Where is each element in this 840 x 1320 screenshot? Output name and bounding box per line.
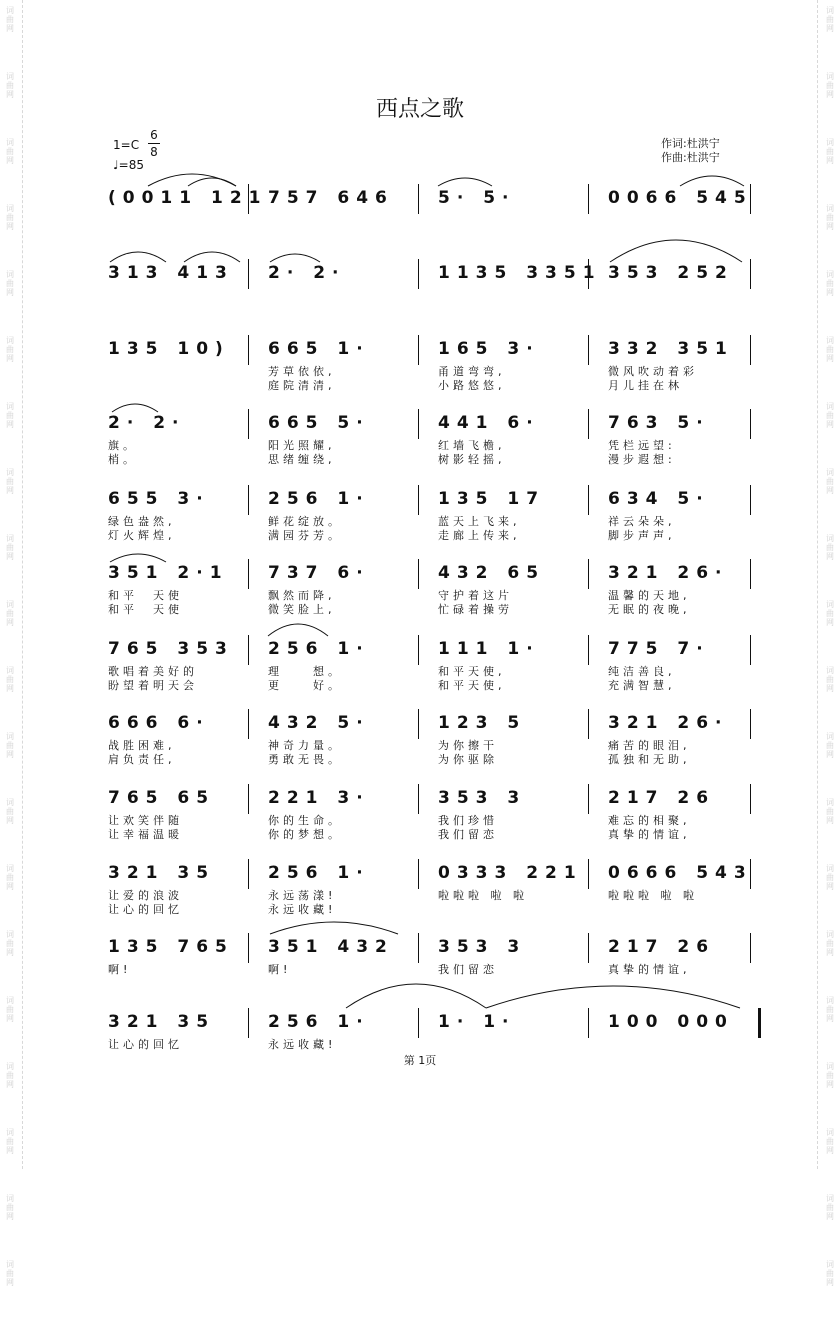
watermark-text: 词 曲 网 xyxy=(826,534,834,561)
measure-notes: 321 35 xyxy=(108,863,216,883)
lyric-verse-1: 啦啦啦 啦 啦 xyxy=(608,889,698,902)
measure-notes: 757 646 xyxy=(268,188,394,208)
watermark-text: 词 曲 网 xyxy=(826,336,834,363)
song-title: 西点之歌 xyxy=(375,97,464,122)
measure-notes: 775 7· xyxy=(608,639,710,659)
watermark-text: 词 曲 网 xyxy=(6,72,14,99)
key-signature: 1=C xyxy=(113,138,140,152)
slur xyxy=(610,240,742,262)
measure-notes: 353 3 xyxy=(438,937,527,957)
watermark-text: 词 曲 网 xyxy=(6,534,14,561)
lyric-verse-1: 阳光照耀, xyxy=(268,439,336,452)
lyric-verse-2: 让心的回忆 xyxy=(108,903,183,916)
measure-notes: 135 17 xyxy=(438,489,546,509)
measure-notes: 665 1· xyxy=(268,339,370,359)
watermark-text: 词 曲 网 xyxy=(826,6,834,33)
watermark-text: 词 曲 网 xyxy=(826,666,834,693)
watermark-text: 词 曲 网 xyxy=(6,1260,14,1287)
lyric-verse-1: 痛苦的眼泪, xyxy=(608,739,691,752)
watermark-text: 词 曲 网 xyxy=(826,798,834,825)
watermark-text: 词 曲 网 xyxy=(6,1062,14,1089)
lyric-verse-1: 红墙飞檐, xyxy=(438,439,506,452)
measure-notes: 765 353 xyxy=(108,639,234,659)
lyric-verse-2: 无眠的夜晚, xyxy=(608,603,691,616)
lyric-verse-1: 鲜花绽放。 xyxy=(268,515,343,528)
watermark-text: 词 曲 网 xyxy=(826,864,834,891)
lyric-verse-1: 旗。 xyxy=(108,439,138,452)
measure-notes: 634 5· xyxy=(608,489,710,509)
slur xyxy=(188,178,236,186)
slur xyxy=(346,984,486,1008)
lyric-verse-2: 永远收藏! xyxy=(268,903,337,916)
measure-notes: 0666 543 xyxy=(608,863,753,883)
lyric-verse-1: 你的生命。 xyxy=(268,814,343,827)
lyric-verse-1: 微风吹动着彩 xyxy=(608,365,698,378)
lyric-verse-1: 温馨的天地, xyxy=(608,589,691,602)
lyric-verse-2: 思绪缠绕, xyxy=(268,453,336,466)
watermark-text: 词 曲 网 xyxy=(6,996,14,1023)
lyric-verse-1: 啦啦啦 啦 啦 xyxy=(438,889,528,902)
lyric-verse-1: 永远荡漾! xyxy=(268,889,337,902)
measure-notes: 321 26· xyxy=(608,563,729,583)
measure-notes: 135 765 xyxy=(108,937,234,957)
measure-notes: 353 252 xyxy=(608,263,734,283)
watermark-text: 词 曲 网 xyxy=(826,1194,834,1221)
measure-notes: 0066 545 xyxy=(608,188,753,208)
lyric-verse-2: 小路悠悠, xyxy=(438,379,506,392)
lyric-verse-1: 芳草依依, xyxy=(268,365,336,378)
measure-notes: 256 1· xyxy=(268,489,370,509)
watermark-text: 词 曲 网 xyxy=(6,204,14,231)
measure-notes: 256 1· xyxy=(268,639,370,659)
slur xyxy=(268,624,328,636)
measure-notes: 123 5 xyxy=(438,713,527,733)
watermark-text: 词 曲 网 xyxy=(6,798,14,825)
slur xyxy=(270,922,398,934)
meter-top: 6 xyxy=(150,128,158,142)
measure-notes: 353 3 xyxy=(438,788,527,808)
lyric-verse-2: 灯火辉煌, xyxy=(108,529,176,542)
watermark-text: 词 曲 网 xyxy=(6,732,14,759)
measure-notes: 313 413 xyxy=(108,263,234,283)
lyric-verse-1: 凭栏远望: xyxy=(608,439,676,452)
lyric-verse-1: 真挚的情谊, xyxy=(608,963,691,976)
measure-notes: 432 65 xyxy=(438,563,546,583)
lyric-verse-1: 祥云朵朵, xyxy=(608,515,676,528)
lyric-verse-2: 月儿挂在林 xyxy=(608,379,683,392)
lyric-verse-1: 我们珍惜 xyxy=(438,814,498,827)
watermark-text: 词 曲 网 xyxy=(6,138,14,165)
watermark-text: 词 曲 网 xyxy=(826,1128,834,1155)
watermark-text: 词 曲 网 xyxy=(6,1128,14,1155)
lyric-verse-2: 我们留恋 xyxy=(438,828,498,841)
lyric-verse-1: 啊! xyxy=(268,963,292,976)
measure-notes: 0333 221 xyxy=(438,863,583,883)
watermark-text: 词 曲 网 xyxy=(826,930,834,957)
slur xyxy=(270,254,320,262)
measure-notes: 1135 3351 xyxy=(438,263,602,283)
lyric-verse-2: 脚步声声, xyxy=(608,529,676,542)
lyric-verse-2: 勇敢无畏。 xyxy=(268,753,343,766)
lyric-verse-1: 让欢笑伴随 xyxy=(108,814,183,827)
measure-notes: 321 35 xyxy=(108,1012,216,1032)
lyric-verse-2: 微笑脸上, xyxy=(268,603,336,616)
lyric-verse-2: 孤独和无助, xyxy=(608,753,691,766)
lyric-verse-2: 和平天使, xyxy=(438,679,506,692)
lyric-verse-2: 让幸福温暖 xyxy=(108,828,183,841)
lyric-verse-2: 盼望着明天会 xyxy=(108,679,198,692)
lyric-verse-1: 让爱的浪波 xyxy=(108,889,183,902)
watermark-text: 词 曲 网 xyxy=(6,1194,14,1221)
measure-notes: 135 10) xyxy=(108,339,230,359)
lyric-verse-1: 神奇力量。 xyxy=(268,739,343,752)
slur xyxy=(110,554,166,562)
measure-notes: 1· 1· xyxy=(438,1012,516,1032)
lyric-verse-1: 绿色盎然, xyxy=(108,515,176,528)
measure-notes: 165 3· xyxy=(438,339,540,359)
lyric-verse-1: 啊! xyxy=(108,963,132,976)
lyric-verse-1: 为你擦干 xyxy=(438,739,498,752)
measure-notes: 111 1· xyxy=(438,639,540,659)
lyric-verse-2: 树影轻摇, xyxy=(438,453,506,466)
measure-notes: 763 5· xyxy=(608,413,710,433)
lyric-verse-2: 你的梦想。 xyxy=(268,828,343,841)
slur xyxy=(486,986,740,1008)
measure-notes: 217 26 xyxy=(608,937,716,957)
composer: 作曲:杜洪宁 xyxy=(661,151,720,164)
measure-notes: 655 3· xyxy=(108,489,210,509)
lyric-verse-1: 永远收藏! xyxy=(268,1038,337,1051)
measure-notes: 332 351 xyxy=(608,339,734,359)
measure-notes: 666 6· xyxy=(108,713,210,733)
measure-notes: 256 1· xyxy=(268,1012,370,1032)
watermark-text: 词 曲 网 xyxy=(826,996,834,1023)
meter-bottom: 8 xyxy=(150,145,158,159)
measure-notes: 665 5· xyxy=(268,413,370,433)
watermark-text: 词 曲 网 xyxy=(6,930,14,957)
measure-notes: 5· 5· xyxy=(438,188,516,208)
watermark-text: 词 曲 网 xyxy=(826,204,834,231)
measure-notes: 217 26 xyxy=(608,788,716,808)
lyric-verse-1: 歌唱着美好的 xyxy=(108,665,198,678)
lyric-verse-1: 守护着这片 xyxy=(438,589,513,602)
measure-notes: 2· 2· xyxy=(108,413,186,433)
measure-notes: 2· 2· xyxy=(268,263,346,283)
lyric-verse-2: 走廊上传来, xyxy=(438,529,521,542)
watermark-text: 词 曲 网 xyxy=(6,270,14,297)
slur xyxy=(184,252,240,262)
lyric-verse-2: 满园芬芳。 xyxy=(268,529,343,542)
lyricist: 作词:杜洪宁 xyxy=(661,137,720,150)
tempo-value: =85 xyxy=(118,158,144,172)
measure-notes: 351 432 xyxy=(268,937,394,957)
watermark-text: 词 曲 网 xyxy=(826,270,834,297)
watermark-text: 词 曲 网 xyxy=(826,402,834,429)
lyric-verse-1: 甬道弯弯, xyxy=(438,365,506,378)
watermark-text: 词 曲 网 xyxy=(6,336,14,363)
measure-notes: 737 6· xyxy=(268,563,370,583)
measure-notes: 351 2·1 xyxy=(108,563,229,583)
lyric-verse-1: 理 想。 xyxy=(268,665,343,678)
watermark-text: 词 曲 网 xyxy=(826,468,834,495)
lyric-verse-2: 梢。 xyxy=(108,453,138,466)
lyric-verse-2: 更 好。 xyxy=(268,679,343,692)
watermark-text: 词 曲 网 xyxy=(826,138,834,165)
slur xyxy=(680,176,744,186)
measure-notes: 100 000 xyxy=(608,1012,734,1032)
lyric-verse-1: 我们留恋 xyxy=(438,963,498,976)
watermark-text: 词 曲 网 xyxy=(6,6,14,33)
measure-notes: 321 26· xyxy=(608,713,729,733)
lyric-verse-2: 充满智慧, xyxy=(608,679,676,692)
lyric-verse-2: 肩负责任, xyxy=(108,753,176,766)
lyric-verse-1: 和平天使, xyxy=(438,665,506,678)
lyric-verse-1: 飘然而降, xyxy=(268,589,336,602)
watermark-text: 词 曲 网 xyxy=(826,600,834,627)
watermark-text: 词 曲 网 xyxy=(6,600,14,627)
lyric-verse-1: 难忘的相聚, xyxy=(608,814,691,827)
measure-notes: (0011 121 xyxy=(108,188,268,208)
measure-notes: 221 3· xyxy=(268,788,370,808)
slur xyxy=(112,404,158,412)
measure-notes: 765 65 xyxy=(108,788,216,808)
watermark-text: 词 曲 网 xyxy=(6,402,14,429)
lyric-verse-1: 蓝天上飞来, xyxy=(438,515,521,528)
slur xyxy=(110,252,166,262)
lyric-verse-2: 漫步遐想: xyxy=(608,453,676,466)
lyric-verse-2: 忙碌着操劳 xyxy=(438,603,513,616)
measure-notes: 256 1· xyxy=(268,863,370,883)
quarter-note-icon: ♩ xyxy=(113,158,119,172)
measure-notes: 432 5· xyxy=(268,713,370,733)
watermark-text: 词 曲 网 xyxy=(826,1260,834,1287)
watermark-text: 词 曲 网 xyxy=(6,666,14,693)
watermark-text: 词 曲 网 xyxy=(826,732,834,759)
lyric-verse-1: 和平 天使 xyxy=(108,589,183,602)
lyric-verse-2: 和平 天使 xyxy=(108,603,183,616)
measure-notes: 441 6· xyxy=(438,413,540,433)
slur xyxy=(438,178,492,186)
watermark-text: 词 曲 网 xyxy=(6,864,14,891)
page-footer: 第 1页 xyxy=(403,1054,437,1067)
lyric-verse-2: 真挚的情谊, xyxy=(608,828,691,841)
lyric-verse-1: 战胜困难, xyxy=(108,739,176,752)
lyric-verse-2: 为你驱除 xyxy=(438,753,498,766)
lyric-verse-2: 庭院清清, xyxy=(268,379,336,392)
watermark-text: 词 曲 网 xyxy=(826,1062,834,1089)
lyric-verse-1: 纯洁善良, xyxy=(608,665,676,678)
watermark-text: 词 曲 网 xyxy=(6,468,14,495)
lyric-verse-1: 让心的回忆 xyxy=(108,1038,183,1051)
watermark-text: 词 曲 网 xyxy=(826,72,834,99)
